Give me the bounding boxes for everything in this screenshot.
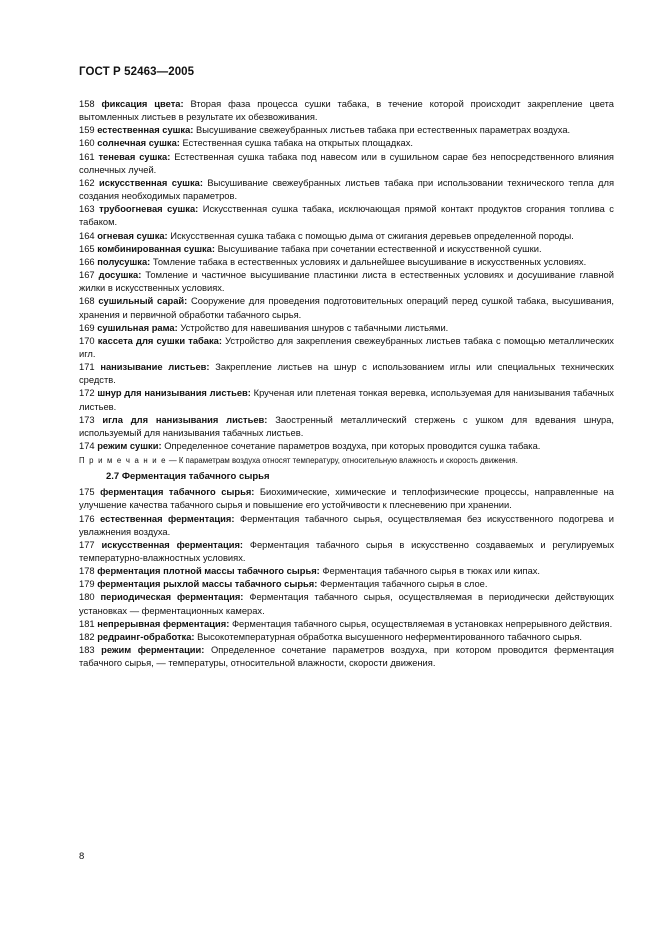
term-name: сушильный сарай: xyxy=(98,296,188,307)
term-definition: Ферментация табачного сырья в искусственно создаваемых и регулируемых температурно-влажностных условиях. xyxy=(79,539,614,563)
term-name: искусственная ферментация: xyxy=(101,539,244,550)
term-number: 167 xyxy=(79,270,95,281)
term-name: естественная ферментация: xyxy=(100,513,235,524)
term-entry xyxy=(79,322,614,335)
term-definition: Высушивание табака при сочетании естественной и искусственной сушки. xyxy=(217,243,542,254)
term-entry xyxy=(79,631,614,644)
term-number: 171 xyxy=(79,362,95,373)
term-number: 166 xyxy=(79,256,95,267)
term-number: 158 xyxy=(79,99,95,109)
term-entry xyxy=(79,440,614,453)
term-entry xyxy=(79,151,614,177)
term-definition: Ферментация табачного сырья, осуществляемая в установках непрерывного действия. xyxy=(231,618,613,629)
term-number: 181 xyxy=(79,618,95,629)
term-number: 168 xyxy=(79,296,95,307)
term-name: естественная сушка: xyxy=(97,125,194,136)
page-number: 8 xyxy=(79,851,85,862)
term-entry xyxy=(79,137,614,150)
term-name: трубоогневая сушка: xyxy=(99,204,199,215)
term-entry xyxy=(79,335,614,361)
term-number: 176 xyxy=(79,513,95,524)
section-heading: 2.7 Ферментация табачного сырья xyxy=(106,471,270,483)
term-definition: Устройство для закрепления свежеубранных листьев табака с помощью металлических игл. xyxy=(79,335,614,359)
term-name: солнечная сушка: xyxy=(97,138,180,149)
document-body xyxy=(79,98,614,670)
term-definition: Ферментация табачного сырья, осуществляемая без искусственного подогрева и увлажнения воздуха. xyxy=(79,513,614,537)
term-name: полусушка: xyxy=(97,256,151,267)
term-definition: Закрепление листьев на шнур с использованием иглы или специальных технических средств. xyxy=(79,362,614,386)
term-number: 183 xyxy=(79,645,95,656)
term-list-drying xyxy=(79,98,614,453)
term-number: 165 xyxy=(79,243,95,254)
term-name: сушильная рама: xyxy=(97,322,178,333)
term-number: 179 xyxy=(79,579,95,590)
page-header: ГОСТ Р 52463—2005 xyxy=(79,66,195,78)
term-definition: Определенное сочетание параметров воздуха, при которых проводится сушка табака. xyxy=(164,441,541,452)
term-entry xyxy=(79,256,614,269)
term-definition: Высокотемпературная обработка высушенного неферментированного табачного сырья. xyxy=(197,631,583,642)
term-name: фиксация цвета: xyxy=(101,99,184,109)
term-definition: Томление и частичное высушивание пластинки листа в естественных условиях и досушивание главной жилки в искусственных условиях. xyxy=(79,270,614,294)
term-definition: Ферментация табачного сырья в тюках или кипах. xyxy=(322,566,541,577)
term-entry xyxy=(79,124,614,137)
term-name: режим ферментации: xyxy=(101,645,205,656)
term-entry xyxy=(79,618,614,631)
term-number: 180 xyxy=(79,592,95,603)
term-definition: Устройство для навешивания шнуров с табачными листьями. xyxy=(180,322,449,333)
term-entry xyxy=(79,230,614,243)
term-name: теневая сушка: xyxy=(98,151,171,162)
term-name: кассета для сушки табака: xyxy=(97,335,222,346)
term-name: игла для нанизывания листьев: xyxy=(102,414,268,425)
term-number: 178 xyxy=(79,566,95,577)
term-entry xyxy=(79,177,614,203)
term-number: 175 xyxy=(79,487,95,498)
term-name: ферментация плотной массы табачного сырья: xyxy=(97,566,320,577)
term-name: редраинг-обработка: xyxy=(97,631,195,642)
term-name: ферментация рыхлой массы табачного сырья: xyxy=(97,579,318,590)
term-definition: Ферментация табачного сырья в слое. xyxy=(319,579,488,590)
term-number: 163 xyxy=(79,204,95,215)
term-definition: Высушивание свежеубранных листьев табака при естественных параметрах воздуха. xyxy=(196,125,571,136)
term-name: шнур для нанизывания листьев: xyxy=(97,388,251,399)
term-number: 169 xyxy=(79,322,95,333)
term-number: 159 xyxy=(79,125,95,136)
term-entry xyxy=(79,565,614,578)
term-entry xyxy=(79,591,614,617)
term-entry xyxy=(79,243,614,256)
term-definition: Естественная сушка табака на открытых площадках. xyxy=(182,138,413,149)
term-name: ферментация табачного сырья: xyxy=(100,487,255,498)
term-number: 172 xyxy=(79,388,95,399)
term-entry xyxy=(79,387,614,413)
note xyxy=(79,455,614,467)
term-entry xyxy=(79,486,614,512)
term-number: 174 xyxy=(79,441,95,452)
term-definition: Крученая или плетеная тонкая веревка, используемая для нанизывания табачных листьев. xyxy=(79,388,614,412)
term-entry xyxy=(79,513,614,539)
term-definition: Биохимические, химические и теплофизические процессы, направленные на улучшение качества табачного сырья и повышение его устойчивости к плесневению при хранении. xyxy=(79,487,614,511)
term-number: 182 xyxy=(79,631,95,642)
term-number: 160 xyxy=(79,138,95,149)
term-entry xyxy=(79,98,614,124)
term-entry xyxy=(79,539,614,565)
term-definition: Высушивание свежеубранных листьев табака при использовании технического тепла для создания необходимых параметров. xyxy=(79,177,614,202)
term-definition: Заостренный металлический стержень с ушком для вдевания шнура, используемый для нанизывания табачных листьев. xyxy=(79,414,614,438)
term-list-fermentation xyxy=(79,486,614,670)
term-definition: Искусственная сушка табака с помощью дыма от сжигания деревьев определенной породы. xyxy=(170,230,574,241)
term-name: нанизывание листьев: xyxy=(100,362,210,373)
term-entry xyxy=(79,203,614,229)
term-name: непрерывная ферментация: xyxy=(97,618,230,629)
term-definition: Вторая фаза процесса сушки табака, в течение которой происходит закрепление цвета вытомленных листьев в результате их обезвоживания. xyxy=(79,99,614,123)
term-entry xyxy=(79,578,614,591)
term-name: досушка: xyxy=(98,270,142,281)
term-number: 161 xyxy=(79,151,95,162)
term-number: 173 xyxy=(79,414,95,425)
term-number: 170 xyxy=(79,335,95,346)
note-text: — К параметрам воздуха относят температуру, относительную влажность и скорость движения. xyxy=(166,456,518,466)
term-number: 162 xyxy=(79,177,95,188)
term-definition: Определенное сочетание параметров воздуха, при котором проводится ферментация табачного сырья, — температуры, относительной влажности, скорости движения. xyxy=(79,645,614,669)
term-entry xyxy=(79,644,614,670)
term-definition: Сооружение для проведения подготовительных операций перед сушкой табака, высушивания, хранения и первичной обработки табачного сырья. xyxy=(79,296,614,320)
term-entry xyxy=(79,295,614,321)
term-name: искусственная сушка: xyxy=(99,177,203,188)
term-definition: Естественная сушка табака под навесом или в сушильном сарае без непосредственного влияния солнечных лучей. xyxy=(79,151,614,175)
term-name: периодическая ферментация: xyxy=(100,592,244,603)
term-number: 164 xyxy=(79,230,95,241)
term-entry xyxy=(79,269,614,295)
note-label: П р и м е ч а н и е xyxy=(79,456,167,466)
term-number: 177 xyxy=(79,539,95,550)
term-name: комбинированная сушка: xyxy=(97,243,215,254)
term-name: огневая сушка: xyxy=(97,230,168,241)
term-entry xyxy=(79,361,614,387)
term-entry xyxy=(79,414,614,440)
term-definition: Искусственная сушка табака, исключающая прямой контакт продуктов сгорания топлива с табаком. xyxy=(79,204,614,228)
term-definition: Ферментация табачного сырья, осуществляемая в периодически действующих установках — ферментационных камерах. xyxy=(79,592,614,616)
term-name: режим сушки: xyxy=(97,441,162,452)
term-definition: Томление табака в естественных условиях и дальнейшее высушивание в искусственных условиях. xyxy=(152,256,587,267)
